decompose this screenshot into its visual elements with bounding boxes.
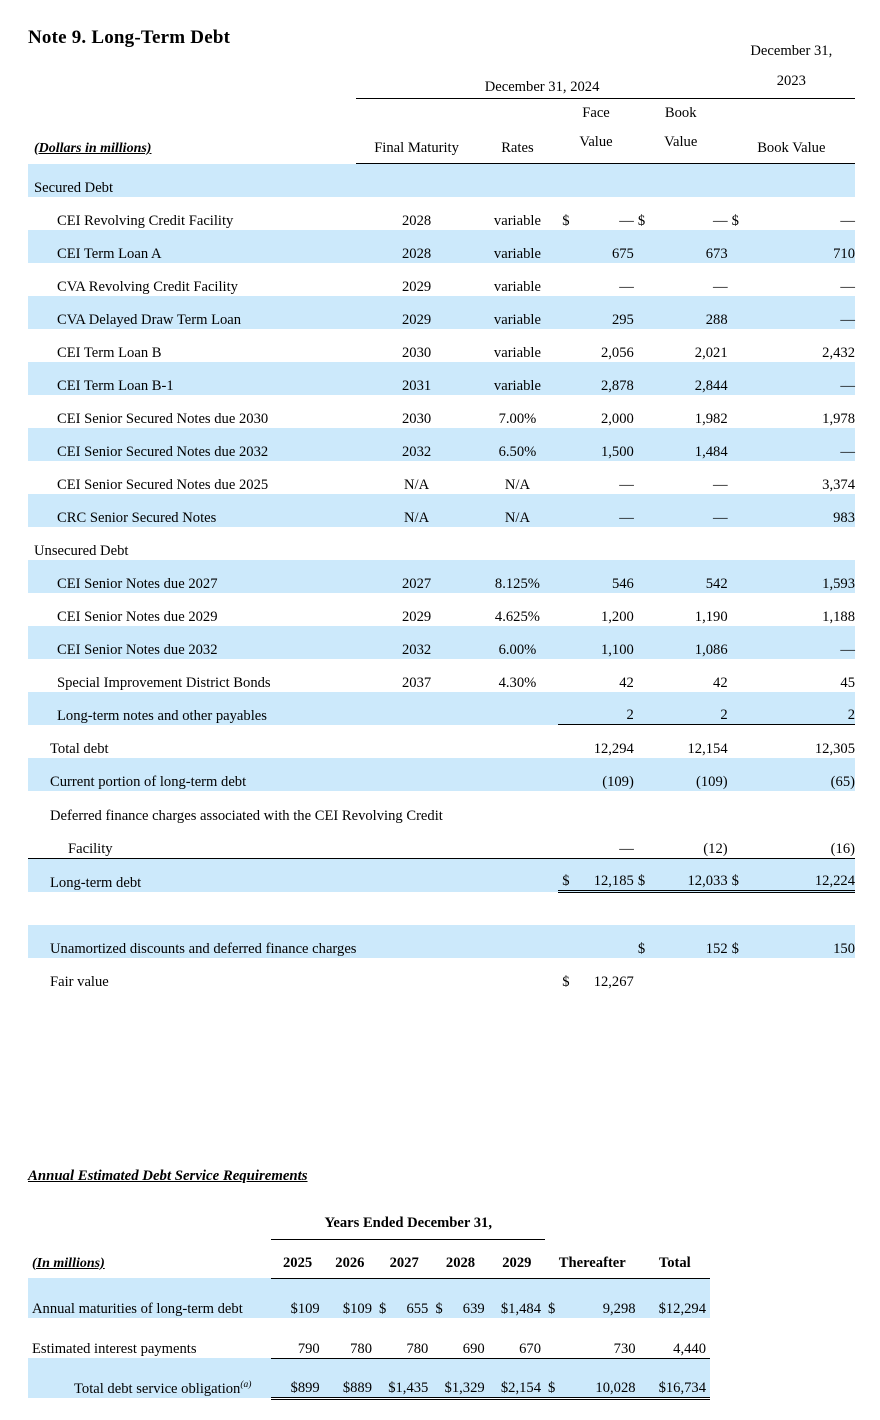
column-header-book-value-line2: Value (664, 134, 698, 150)
table-row (28, 296, 855, 329)
total-debt-row (28, 725, 855, 758)
debt-service-units-note: (In millions) (32, 1255, 105, 1271)
long-term-debt-label: Long-term debt (50, 874, 142, 891)
row-book-value: 2,844 (694, 377, 728, 394)
row-rates: 8.125% (494, 575, 540, 592)
header-period-2023-line2: 2023 (776, 73, 806, 89)
row-rates: 6.50% (498, 443, 537, 460)
deferred-charges-book-value-2023: (16) (728, 825, 855, 859)
column-header-final-maturity: Final Maturity (374, 140, 459, 156)
row-book-value: 1,982 (694, 410, 728, 427)
debt-service-value-thereafter: $ 10,028 (545, 1358, 640, 1398)
debt-service-value-2026: $109 (342, 1301, 373, 1317)
row-face-value: — (619, 476, 634, 493)
row-maturity: 2027 (401, 575, 432, 592)
debt-service-value-2028: 690 (432, 1318, 488, 1358)
row-rates: variable (493, 377, 541, 394)
row-book-value-2023: 983 (833, 509, 855, 526)
debt-service-col-2027: 2027 (389, 1254, 419, 1271)
long-term-debt-row (28, 859, 855, 892)
row-face-value: — (619, 278, 634, 295)
debt-service-value-2025: 790 (271, 1318, 323, 1358)
row-face-value: — (619, 509, 634, 526)
table-header-columns (28, 99, 855, 162)
table-row (28, 230, 855, 263)
row-book-value-2023: 45 (840, 674, 855, 691)
debt-service-value-2025: $109 (290, 1301, 320, 1317)
row-maturity: 2028 (401, 245, 432, 262)
unamortized-book-value: $ 152 (637, 941, 728, 957)
table-row (28, 428, 855, 461)
row-book-value: — (713, 278, 728, 295)
column-header-face-value-line1: Face (582, 105, 610, 121)
row-maturity: 2031 (401, 377, 432, 394)
row-rates: 6.00% (498, 641, 537, 658)
row-rates: 7.00% (498, 410, 537, 427)
row-label: CEI Term Loan B (57, 344, 162, 361)
unamortized-label: Unamortized discounts and deferred finance charges (50, 941, 357, 957)
section-label-secured: Secured Debt (34, 179, 114, 196)
row-book-value-2023: — (840, 377, 855, 394)
row-maturity: 2032 (401, 443, 432, 460)
row-book-value: 2 (634, 692, 728, 725)
unamortized-row (28, 925, 855, 958)
current-portion-row (28, 758, 855, 791)
long-term-debt-table (28, 36, 855, 991)
row-label: CVA Delayed Draw Term Loan (57, 311, 242, 328)
row-maturity: N/A (403, 476, 430, 493)
page-title: Note 9. Long-Term Debt (28, 27, 231, 48)
debt-service-col-2028: 2028 (445, 1254, 476, 1271)
long-term-debt-book-value: $ 12,033 (634, 859, 728, 892)
row-face-value: 2 (558, 692, 634, 725)
row-label: Long-term notes and other payables (57, 707, 267, 724)
debt-service-value-2028: $1,329 (432, 1358, 488, 1398)
debt-service-header-span (28, 1203, 710, 1237)
debt-service-value-2025: $899 (271, 1358, 323, 1398)
row-rates (477, 692, 559, 725)
table-row (28, 659, 855, 692)
debt-service-value-2027: $1,435 (376, 1358, 432, 1398)
fair-value-row (28, 958, 855, 991)
row-face-value: 2,056 (600, 344, 634, 361)
units-note: (Dollars in millions) (34, 141, 152, 156)
row-face-value: 42 (619, 674, 634, 691)
row-book-value-2023: — (840, 443, 855, 460)
row-face-value: 295 (611, 311, 634, 328)
row-book-value-2023: — (840, 278, 855, 295)
long-term-debt-face-value: $ 12,185 (558, 859, 634, 892)
row-maturity: 2030 (401, 410, 432, 427)
table-row (28, 494, 855, 527)
row-label: CEI Senior Secured Notes due 2025 (57, 476, 269, 493)
row-book-value: 288 (705, 311, 728, 328)
unamortized-book-value-2023: $ 150 (731, 941, 855, 957)
table-row (28, 461, 855, 494)
fair-value-label: Fair value (50, 974, 109, 990)
row-rates: 4.30% (498, 674, 537, 691)
deferred-charges-row-line2 (28, 825, 855, 859)
row-label: CVA Revolving Credit Facility (57, 278, 238, 295)
row-maturity: 2032 (401, 641, 432, 658)
row-book-value-2023: — (840, 641, 855, 658)
debt-service-value-2028: $ 639 (435, 1301, 485, 1317)
row-book-value: 42 (713, 674, 728, 691)
table-row (28, 626, 855, 659)
debt-service-value-total: 4,440 (640, 1318, 710, 1358)
section-heading-secured (28, 164, 855, 197)
debt-service-value-2029: $1,484 (500, 1301, 541, 1317)
total-debt-book-value-2023: 12,305 (814, 740, 855, 757)
debt-service-value-2029: $2,154 (489, 1358, 545, 1398)
table-row (28, 593, 855, 626)
row-book-value: 673 (705, 245, 728, 262)
row-face-value: 2,000 (600, 410, 634, 427)
deferred-charges-row-line1 (28, 791, 855, 825)
deferred-charges-label-line1: Deferred finance charges associated with the CEI Revolving Credit (50, 807, 443, 824)
row-rates: variable (493, 212, 541, 229)
debt-service-value-2026: 780 (324, 1318, 376, 1358)
debt-service-col-2029: 2029 (502, 1254, 532, 1271)
table-spacer (28, 892, 855, 926)
footnote-marker: (a) (240, 1380, 252, 1391)
row-label: CEI Term Loan A (57, 245, 162, 262)
row-book-value-2023: — (840, 311, 855, 328)
row-book-value-2023: 1,188 (822, 608, 855, 625)
row-face-value: $ — (562, 212, 634, 229)
row-book-value: — (713, 476, 728, 493)
debt-service-col-2025: 2025 (282, 1254, 313, 1271)
row-maturity: 2029 (401, 608, 432, 625)
debt-service-table (28, 1203, 710, 1400)
row-book-value-2023: 1,978 (822, 410, 855, 427)
debt-service-value-2027: $ 655 (379, 1301, 429, 1317)
debt-service-title: Annual Estimated Debt Service Requirements (28, 1168, 308, 1184)
deferred-charges-face-value: — (558, 825, 634, 859)
row-maturity: 2028 (401, 212, 432, 229)
row-book-value-2023: 3,374 (822, 476, 855, 493)
row-book-value: 1,086 (694, 641, 728, 658)
debt-service-row (28, 1278, 710, 1318)
row-maturity: 2029 (401, 278, 432, 295)
current-portion-label: Current portion of long-term debt (50, 773, 247, 790)
row-label: CEI Senior Notes due 2027 (57, 575, 218, 592)
long-term-debt-book-value-2023: $ 12,224 (728, 859, 855, 892)
total-debt-book-value: 12,154 (687, 740, 728, 757)
debt-service-value-2029: 670 (489, 1318, 545, 1358)
row-book-value: — (713, 509, 728, 526)
row-rates: variable (493, 344, 541, 361)
debt-service-col-2026: 2026 (335, 1254, 365, 1271)
row-book-value-2023: 710 (833, 245, 855, 262)
row-face-value: 1,500 (600, 443, 634, 460)
current-portion-face-value: (109) (602, 773, 634, 790)
row-book-value-2023: 2 (728, 692, 855, 725)
column-header-rates: Rates (501, 140, 534, 156)
row-label: CEI Senior Secured Notes due 2030 (57, 410, 269, 427)
debt-service-years-span: Years Ended December 31, (324, 1215, 492, 1231)
table-row (28, 560, 855, 593)
total-debt-label: Total debt (50, 740, 109, 757)
table-row (28, 263, 855, 296)
row-maturity: 2037 (401, 674, 432, 691)
row-book-value: $ — (637, 212, 728, 229)
debt-service-value-2026: $889 (324, 1358, 376, 1398)
row-maturity: 2029 (401, 311, 432, 328)
debt-service-value-total: $12,294 (658, 1301, 706, 1317)
current-portion-book-value-2023: (65) (830, 773, 855, 790)
row-maturity (356, 692, 476, 725)
debt-service-total-row (28, 1358, 710, 1398)
column-header-book-value-line1: Book (664, 105, 697, 121)
table-row (28, 329, 855, 362)
total-debt-face-value: 12,294 (593, 740, 634, 757)
row-rates: 4.625% (494, 608, 540, 625)
header-period-2023-line1: December 31, (750, 43, 833, 59)
row-rates: N/A (504, 509, 530, 526)
debt-service-header-columns (28, 1240, 710, 1276)
debt-service-value-total: $16,734 (640, 1358, 710, 1398)
row-label: CRC Senior Secured Notes (57, 509, 217, 526)
current-portion-book-value: (109) (696, 773, 728, 790)
debt-service-value-2027: 780 (376, 1318, 432, 1358)
section-label-unsecured: Unsecured Debt (34, 542, 129, 559)
row-label: Special Improvement District Bonds (57, 674, 271, 691)
row-book-value-2023: 1,593 (822, 575, 855, 592)
debt-service-row-label: Total debt service obligation$^{(a)}$ (74, 1380, 252, 1397)
row-face-value: 2,878 (600, 377, 634, 394)
row-label: CEI Senior Notes due 2032 (57, 641, 218, 658)
row-book-value: 2,021 (694, 344, 728, 361)
debt-service-value-thereafter: 730 (545, 1318, 640, 1358)
row-label: CEI Senior Secured Notes due 2032 (57, 443, 269, 460)
row-rates: variable (493, 245, 541, 262)
table-row (28, 692, 855, 725)
table-row (28, 395, 855, 428)
deferred-charges-label-line2: Facility (28, 825, 356, 859)
section-heading-unsecured (28, 527, 855, 560)
row-maturity: N/A (403, 509, 430, 526)
row-face-value: 1,200 (600, 608, 634, 625)
row-label: CEI Revolving Credit Facility (57, 212, 234, 229)
debt-service-value-thereafter: $ 9,298 (548, 1301, 636, 1317)
row-rates: variable (493, 278, 541, 295)
debt-service-row (28, 1318, 710, 1358)
row-rates: variable (493, 311, 541, 328)
debt-service-row-label: Estimated interest payments (32, 1341, 197, 1357)
row-face-value: 1,100 (600, 641, 634, 658)
row-label: CEI Senior Notes due 2029 (57, 608, 218, 625)
row-rates: N/A (504, 476, 530, 493)
column-header-book-value-2023: Book Value (757, 140, 826, 156)
header-period-2024: December 31, 2024 (484, 79, 600, 95)
row-book-value-2023: $ — (731, 212, 855, 229)
table-row (28, 197, 855, 230)
column-header-face-value-line2: Value (579, 134, 613, 150)
debt-service-col-total: Total (658, 1254, 691, 1271)
table-row (28, 362, 855, 395)
table-header-periods (28, 36, 855, 96)
row-face-value: 675 (611, 245, 634, 262)
row-book-value: 1,190 (694, 608, 728, 625)
row-face-value: 546 (611, 575, 634, 592)
debt-service-col-thereafter: Thereafter (558, 1254, 626, 1271)
row-book-value: 1,484 (694, 443, 728, 460)
debt-service-row-label: Annual maturities of long-term debt (32, 1301, 243, 1317)
row-label: CEI Term Loan B-1 (57, 377, 174, 394)
row-book-value: 542 (705, 575, 728, 592)
fair-value-amount: $ 12,267 (562, 974, 634, 990)
deferred-charges-book-value: (12) (634, 825, 728, 859)
row-book-value-2023: 2,432 (822, 344, 855, 361)
row-maturity: 2030 (401, 344, 432, 361)
